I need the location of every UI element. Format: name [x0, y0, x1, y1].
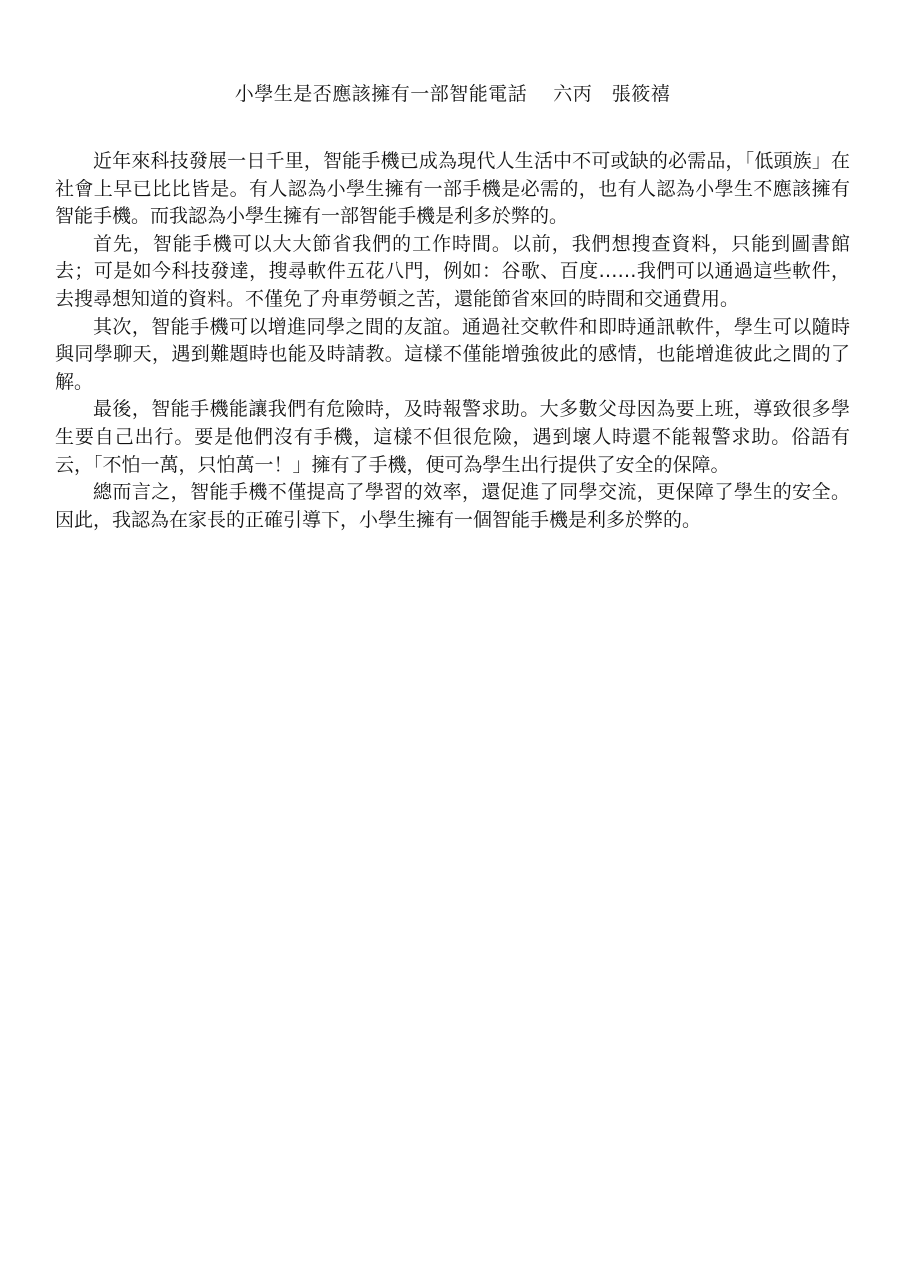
paragraph-conclusion: 總而言之，智能手機不僅提高了學習的效率，還促進了同學交流，更保障了學生的安全。因此，我認為在家長的正確引導下，小學生擁有一個智能手機是利多於弊的。: [55, 481, 850, 531]
paragraph-third-point: 最後，智能手機能讓我們有危險時，及時報警求助。大多數父母因為要上班，導致很多學生要自己出行。要是他們沒有手機，這樣不但很危險，遇到壞人時還不能報警求助。俗語有云，「不怕一萬，只怕萬一！」擁有了手機，便可為學生出行提供了安全的保障。: [55, 398, 850, 476]
paragraph-second-point: 其次，智能手機可以增進同學之間的友誼。通過社交軟件和即時通訊軟件，學生可以隨時與同學聊天，遇到難題時也能及時請教。這樣不僅能增強彼此的感情，也能增進彼此之間的了解。: [55, 315, 850, 393]
document-title: 小學生是否應該擁有一部智能電話 六丙 張筱禧: [234, 83, 671, 105]
paragraph-introduction: 近年來科技發展一日千里，智能手機已成為現代人生活中不可或缺的必需品，「低頭族」在社會上早已比比皆是。有人認為小學生擁有一部手機是必需的，也有人認為小學生不應該擁有智能手機。而我認為小學生擁有一部智能手機是利多於弊的。: [55, 150, 850, 228]
document-body: [55, 148, 850, 534]
paragraph-first-point: 首先，智能手機可以大大節省我們的工作時間。以前，我們想搜查資料，只能到圖書館去；可是如今科技發達，搜尋軟件五花八門，例如：谷歌、百度……我們可以通過這些軟件，去搜尋想知道的資料。不僅免了舟車勞頓之苦，還能節省來回的時間和交通費用。: [55, 232, 850, 310]
